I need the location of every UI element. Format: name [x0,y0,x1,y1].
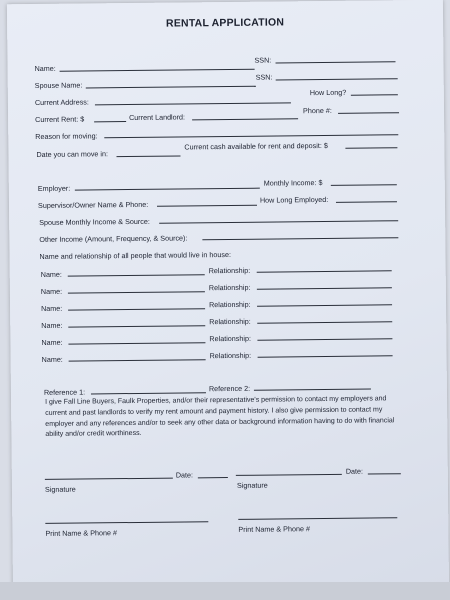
table-surface [0,582,450,600]
move-in-label: Date you can move in: [36,149,109,159]
spouse-ssn-line[interactable] [276,78,398,80]
date-left-line[interactable] [198,477,228,478]
ssn-line[interactable] [276,61,396,63]
household-relationship-line[interactable] [257,304,392,306]
current-rent-line[interactable] [94,121,126,122]
monthly-income-label: Monthly Income: $ [263,178,323,188]
household-name-line[interactable] [68,274,205,276]
cash-label: Current cash available for rent and deposit: $ [184,140,328,152]
other-income-line[interactable] [202,237,398,240]
date-right-label: Date: [345,466,364,476]
household-name-line[interactable] [68,342,205,344]
current-address-line[interactable] [95,102,291,105]
household-name-line[interactable] [69,359,206,361]
household-relationship-line[interactable] [258,355,393,357]
date-right-line[interactable] [368,473,401,474]
reference-2-line[interactable] [254,389,371,391]
name-line[interactable] [60,69,255,72]
spouse-name-label: Spouse Name: [34,80,83,91]
how-long-label: How Long? [309,87,347,98]
household-name-label: Name: [41,303,63,313]
monthly-income-line[interactable] [331,184,397,186]
supervisor-line[interactable] [157,205,257,207]
print-left-line[interactable] [45,521,208,524]
name-label: Name: [34,63,56,74]
household-relationship-label: Relationship: [209,299,251,310]
current-landlord-line[interactable] [192,118,298,120]
signature-left-line[interactable] [45,478,173,480]
reference-1-label: Reference 1: [43,387,86,397]
print-right-caption: Print Name & Phone # [238,524,310,534]
phone-line[interactable] [338,112,399,114]
household-relationship-label: Relationship: [208,282,251,293]
employer-line[interactable] [75,188,260,191]
signature-right-caption: Signature [236,480,268,490]
household-relationship-line[interactable] [257,338,392,340]
move-in-line[interactable] [116,155,180,157]
household-relationship-line[interactable] [257,321,392,323]
household-name-line[interactable] [68,291,205,293]
permission-paragraph: I give Fall Line Buyers, Faulk Properties, and/or their representative's permission to contact my employers and current and past landlords to verify my rent amount and payment history. I also give permission to contact my employer and any references and/or to seek any other data or background information having to do with financial ability and/or credit worthiness. [45,395,395,439]
reference-2-label: Reference 2: [208,383,251,394]
page-title: RENTAL APPLICATION [165,16,285,30]
household-name-label: Name: [41,337,63,347]
reason-line[interactable] [104,134,398,138]
signature-right-line[interactable] [236,474,342,476]
household-name-line[interactable] [68,308,205,310]
current-rent-label: Current Rent: $ [35,114,85,125]
current-address-label: Current Address: [34,97,89,108]
how-long-line[interactable] [351,94,398,95]
household-heading: Name and relationship of all people that would live in house: [39,249,231,261]
signature-left-caption: Signature [44,484,76,494]
household-relationship-label: Relationship: [209,316,251,327]
employer-label: Employer: [37,183,71,193]
household-name-label: Name: [40,286,63,296]
spouse-income-line[interactable] [159,220,398,224]
household-name-label: Name: [40,269,62,279]
cash-line[interactable] [345,147,397,149]
household-relationship-line[interactable] [257,270,392,272]
household-name-line[interactable] [68,325,205,327]
household-name-label: Name: [41,320,63,330]
print-left-caption: Print Name & Phone # [45,528,117,538]
how-long-employed-label: How Long Employed: [259,194,329,205]
current-landlord-label: Current Landlord: [129,112,186,123]
household-relationship-label: Relationship: [209,333,252,344]
household-relationship-label: Relationship: [208,265,251,276]
reason-label: Reason for moving: [35,131,98,142]
ssn-label: SSN: [254,55,272,65]
household-relationship-line[interactable] [257,287,392,289]
spouse-income-label: Spouse Monthly Income & Source: [39,216,150,227]
household-name-label: Name: [41,354,63,364]
household-relationship-label: Relationship: [209,350,252,361]
spouse-name-line[interactable] [86,86,256,89]
how-long-employed-line[interactable] [336,201,397,203]
phone-label: Phone #: [302,105,332,116]
date-left-label: Date: [175,470,194,480]
reference-1-line[interactable] [91,392,206,394]
application-sheet [7,0,449,600]
print-right-line[interactable] [238,517,397,520]
spouse-ssn-label: SSN: [255,72,273,82]
supervisor-label: Supervisor/Owner Name & Phone: [37,199,149,210]
other-income-label: Other Income (Amount, Frequency, & Source): [39,233,188,244]
